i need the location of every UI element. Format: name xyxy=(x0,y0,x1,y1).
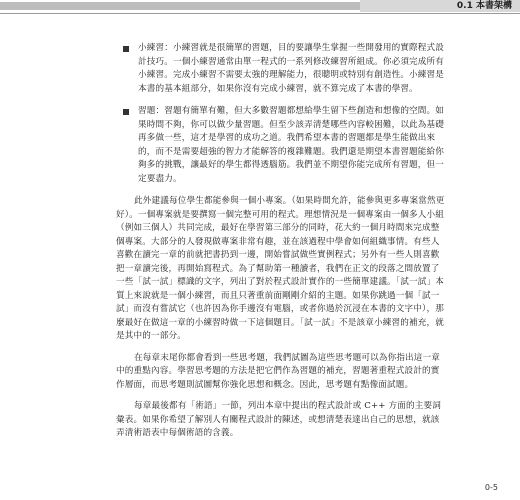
bullet-item-exercises xyxy=(116,105,448,186)
header-gray-band xyxy=(0,2,360,10)
square-bullet-icon xyxy=(123,109,129,115)
body-paragraph-projects: 此外建議每位學生都能參與一個小專案。（如果時間允許，能參與更多專案當然更好）。一個專案就是要撰寫一個完整可用的程式。理想情況是一個專案由一個多人小組（例如三個人）共同完成，最好在學習第三部分的同時，花大約一個月時間來完成整個專案。大部分的人發現做專案非常有趣，並在該過程中學會如何組織事情。有些人喜歡在讀完一章的前就把書扔到一邊，開始嘗試做些實例程式；另外有一些人則喜歡把一章讀完後，再開始寫程式。為了幫助第一種讀者，我們在正文的段落之間放置了一些「試一試」標識的文字，列出了對於程式設計實作的一些簡單建議。「試一試」本質上來說就是一個小練習，而且只著重前面剛剛介紹的主題。如果你跳過一個「試一試」而沒有嘗試它（也許因為你手邊沒有電腦，或者你過於沉浸在本書的文字中），那麼最好在做這一章的小練習時做一下這個題目。「試一試」不是該章小練習的補充，就是其中的一部分。 xyxy=(116,196,445,341)
section-label: 0.1 本書架構 xyxy=(360,0,520,12)
square-bullet-icon xyxy=(123,46,129,52)
body-paragraph-review: 在每章末尾你都會看到一些思考題，我們試圖為這些思考題可以為你指出這一章中的重點內容。學習思考題的方法是把它們作為習題的補充，習題著重程式設計的實作層面，而思考題則試圖幫你強化思想和概念。因此，思考題有點像面試題。 xyxy=(116,352,441,390)
running-header xyxy=(0,0,520,14)
page-body xyxy=(116,42,448,449)
header-rule xyxy=(0,13,520,14)
bullet-text: 小練習：小練習就是很簡單的習題，目的要讓學生掌握一些開發用的實際程式設計技巧。一個小練習通常由單一程式的一系列修改練習所組成。你必須完成所有小練習。完成小練習不需要太強的理解能力，很聰明或特別有創造性。小練習是本書的基本組部分，如果你沒有完成小練習，就不算完成了本書的學習。 xyxy=(138,43,445,94)
bullet-text: 習題：習題有簡單有難，但大多數習題都想給學生留下些創造和想像的空間。如果時間不夠，你可以做少量習題。但至少該弄清楚哪些內容較困難，以此為基礎再多做一些，這才是學習的成功之道。我們希望本書的習題都是學生能做出來的，而不是需要超強的智力才能解答的複雜難題。我們還是期望本書習題能給你夠多的挑戰，讓最好的學生都得透腦筋。我們並不期望你能完成所有習題，但一定要盡力。 xyxy=(138,106,445,184)
page-number: 0-5 xyxy=(484,483,498,492)
body-paragraph-terms: 每章最後都有「術語」一節，列出本章中提出的程式設計或 C++ 方面的主要詞彙表。如果你希望了解別人有關程式設計的陳述，或想清楚表達出自己的思想，就該弄清術語表中每個術語的含義。 xyxy=(116,401,441,438)
bullet-item-drills xyxy=(116,42,448,96)
